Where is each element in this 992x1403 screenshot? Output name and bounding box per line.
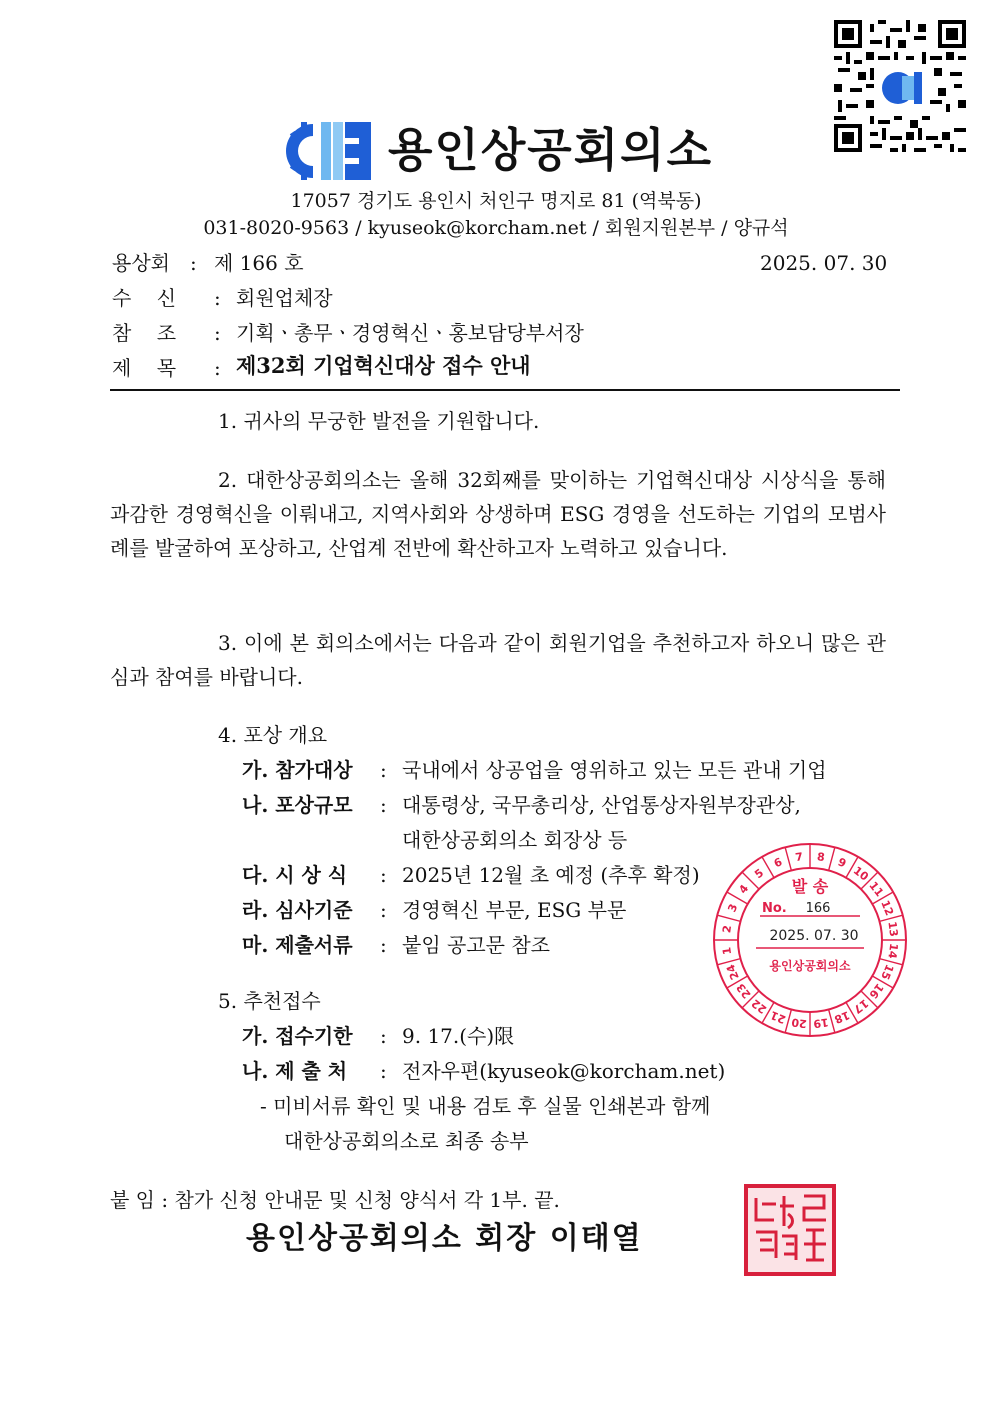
colon: :	[214, 286, 221, 310]
colon: :	[380, 898, 387, 922]
subject-value: 제32회 기업혁신대상 접수 안내	[236, 353, 531, 378]
recipient-label: 수 신	[112, 286, 177, 310]
s5-item-value: 9. 17.(수)限	[402, 1024, 515, 1048]
s5-item-value: 전자우편(kyuseok@korcham.net)	[402, 1059, 726, 1083]
chamber-logo-icon	[283, 118, 379, 184]
s4-item-value: 2025년 12월 초 예정 (추후 확정)	[402, 863, 700, 887]
reference-label: 참 조	[112, 321, 177, 345]
paragraph-1: 1. 귀사의 무궁한 발전을 기원합니다.	[218, 409, 540, 433]
colon: :	[380, 1059, 387, 1083]
colon: :	[214, 356, 221, 380]
stamp-ring-digit: 1	[720, 946, 735, 956]
paragraph-2: 2. 대한상공회의소는 올해 32회째를 맞이하는 기업혁신대상 시상식을 통해 과감한 경영혁신을 이뤄내고, 지역사회와 상생하며 ESG 경영을 선도하는 기업의 모범사례를 발굴하여 포상하고, 산업계 전반에 확산하고자 노력하고 있습니다.	[110, 468, 886, 560]
stamp-ring-digit: 18	[832, 1008, 852, 1027]
stamp-ring-digit: 21	[768, 1008, 788, 1027]
recipient-value: 회원업체장	[236, 286, 333, 310]
stamp-ring-tick	[717, 915, 740, 921]
colon: :	[380, 1024, 387, 1048]
stamp-ring-tick	[717, 959, 740, 965]
dispatch-date-stamp	[710, 840, 910, 1040]
stamp-ring-digit: 17	[850, 996, 871, 1017]
stamp-ring-tick	[880, 959, 903, 965]
s4-item-key: 가. 참가대상	[242, 758, 353, 782]
stamp-ring-tick	[785, 1010, 791, 1033]
stamp-title: 발 송	[791, 877, 829, 896]
s5-item-key: 나. 제 출 처	[242, 1059, 348, 1083]
stamp-ring-digit: 22	[749, 996, 770, 1017]
stamp-ring-digit: 14	[885, 942, 901, 960]
attachment-line: 붙 임 : 참가 신청 안내문 및 신청 양식서 각 1부. 끝.	[110, 1188, 560, 1212]
s5-note-line-1: - 미비서류 확인 및 내용 검토 후 실물 인쇄본과 함께	[260, 1094, 711, 1118]
doc-date: 2025. 07. 30	[760, 251, 888, 275]
s5-item-key: 가. 접수기한	[242, 1024, 353, 1048]
stamp-ring-tick	[785, 847, 791, 870]
stamp-ring-digit: 7	[794, 850, 804, 865]
s4-item-value: 경영혁신 부문, ESG 부문	[402, 898, 627, 922]
colon: :	[190, 251, 197, 275]
stamp-ring-digit: 2	[720, 924, 735, 934]
org-address: 17057 경기도 용인시 처인구 명지로 81 (역북동)	[290, 190, 702, 212]
stamp-ring-digit: 12	[878, 898, 897, 918]
stamp-org: 용인상공회의소	[769, 959, 851, 973]
org-name-logotype: 용인상공회의소	[388, 123, 714, 177]
reference-value: 기획ㆍ총무ㆍ경영혁신ㆍ홍보담당부서장	[236, 321, 584, 345]
paragraph-3: 3. 이에 본 회의소에서는 다음과 같이 회원기업을 추천하고자 하오니 많은 관심과 참여를 바랍니다.	[110, 631, 886, 689]
stamp-ring-digit: 20	[790, 1015, 808, 1031]
section-4-title: 4. 포상 개요	[218, 723, 328, 747]
header-divider	[110, 389, 900, 391]
section-5-title: 5. 추천접수	[218, 989, 321, 1013]
stamp-ring-digit: 23	[733, 980, 754, 1001]
subject-label: 제 목	[112, 356, 177, 380]
doc-number-value: 제 166 호	[214, 251, 304, 275]
colon: :	[214, 321, 221, 345]
stamp-ring-digit: 4	[736, 882, 752, 897]
stamp-ring-digit: 16	[866, 980, 887, 1001]
s4-item-key: 마. 제출서류	[242, 933, 353, 957]
stamp-ring-tick	[880, 915, 903, 921]
stamp-ring-digit: 11	[866, 879, 887, 900]
colon: :	[380, 793, 387, 817]
s4-item-key: 라. 심사기준	[242, 898, 353, 922]
stamp-ring-digit: 24	[723, 962, 742, 982]
signature-line: 용인상공회의소 회장 이태열	[246, 1221, 643, 1256]
stamp-ring-digit: 5	[752, 866, 767, 882]
colon: :	[380, 863, 387, 887]
s5-note-line-2: 대한상공회의소로 최종 송부	[284, 1129, 529, 1153]
official-seal-icon	[744, 1184, 836, 1276]
stamp-no-value: 166	[805, 901, 831, 916]
qr-code	[834, 20, 966, 152]
stamp-ring-digit: 3	[725, 902, 741, 915]
stamp-ring-digit: 9	[835, 855, 848, 871]
stamp-ring-tick	[829, 1010, 835, 1033]
s4-item-value: 대통령상, 국무총리상, 산업통상자원부장관상,	[402, 793, 801, 817]
org-contact: 031-8020-9563 / kyuseok@korcham.net / 회원지원본부 / 양규석	[203, 217, 789, 239]
colon: :	[380, 758, 387, 782]
stamp-no-label: No.	[762, 901, 787, 916]
stamp-ring-digit: 15	[878, 962, 897, 982]
stamp-ring-tick	[829, 847, 835, 870]
s4-item-value: 붙임 공고문 참조	[402, 933, 550, 957]
stamp-ring-digit: 19	[812, 1015, 830, 1031]
s4-item-value: 국내에서 상공업을 영위하고 있는 모든 관내 기업	[402, 758, 827, 782]
colon: :	[380, 933, 387, 957]
s4-item-key: 나. 포상규모	[242, 793, 353, 817]
stamp-ring-digit: 13	[885, 920, 901, 938]
doc-number-label: 용상회	[112, 251, 170, 275]
stamp-ring-digit: 6	[772, 855, 785, 871]
s4-item-key: 다. 시 상 식	[242, 863, 348, 887]
stamp-date: 2025. 07. 30	[769, 928, 859, 944]
s4-item-value-continued: 대한상공회의소 회장상 등	[402, 828, 628, 852]
stamp-ring-digit: 8	[816, 850, 826, 865]
stamp-ring-digit: 10	[850, 863, 871, 884]
